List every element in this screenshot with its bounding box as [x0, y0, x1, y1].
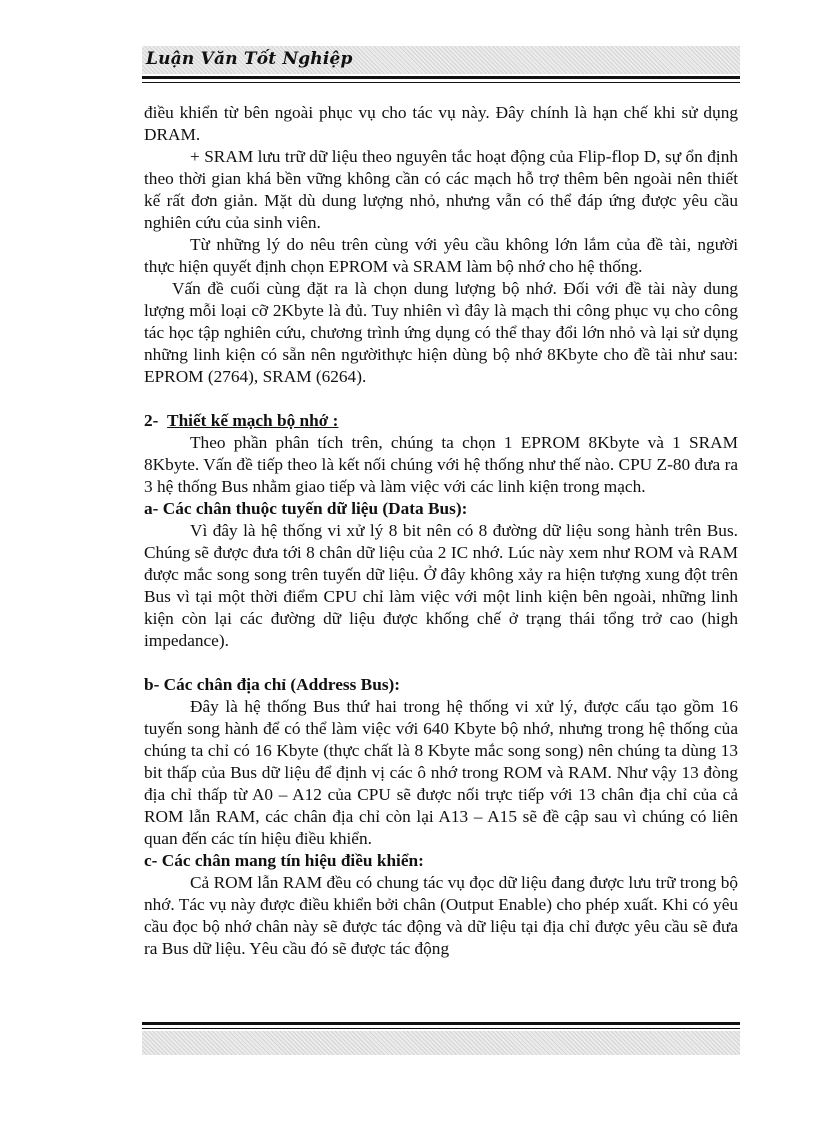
- header-rule-thick: [142, 76, 740, 79]
- section-title: Thiết kế mạch bộ nhớ :: [167, 411, 339, 430]
- subsection-heading-b: b- Các chân địa chỉ (Address Bus):: [144, 675, 401, 694]
- paragraph: Vì đây là hệ thống vi xử lý 8 bit nên có 8 đường dữ liệu song hành trên Bus. Chúng sẽ được đưa tới 8 chân dữ liệu của 2 IC nhớ. Lúc này xem như ROM và RAM được mắc song song trên tuyến dữ liệu. Ở đây không xảy ra hiện tượng xung đột trên Bus vì tại một thời điểm CPU chỉ làm việc với một linh kiện bên ngoài, những linh kiện còn lại các đường dữ liệu được khống chế ở trạng thái tổng trở cao (high impedance).: [144, 521, 738, 650]
- subsection-heading-a: a- Các chân thuộc tuyến dữ liệu (Data Bus):: [144, 499, 468, 518]
- spacer: [144, 652, 738, 674]
- header-rule-thin: [142, 82, 740, 83]
- header-title: Luận Văn Tốt Nghiệp: [146, 49, 353, 69]
- paragraph: điều khiển từ bên ngoài phục vụ cho tác vụ này. Đây chính là hạn chế khi sử dụng DRAM.: [144, 103, 738, 144]
- paragraph: Vấn đề cuối cùng đặt ra là chọn dung lượng bộ nhớ. Đối với đề tài này dung lượng mỗi loại cỡ 2Kbyte là đủ. Tuy nhiên vì đây là mạch thi công phục vụ cho công tác học tập nghiên cứu, chương trình ứng dụng có thể thay đổi lớn nhỏ và lại sử dụng những linh kiện có sẵn nên ngườithực hiện dùng bộ nhớ 8Kbyte cho đề tài như sau: EPROM (2764), SRAM (6264).: [144, 279, 738, 386]
- paragraph: Đây là hệ thống Bus thứ hai trong hệ thống vi xử lý, được cấu tạo gồm 16 tuyến song hành để có thể làm việc với 640 Kbyte bộ nhớ, nhưng trong hệ thống của chúng ta chỉ có 16 Kbyte (thực chất là 8 Kbyte mắc song song) nên chúng ta dùng 13 bit thấp của Bus dữ liệu để định vị các ô nhớ trong ROM và RAM. Như vậy 13 đòng địa chỉ thấp từ A0 – A12 của CPU sẽ được nối trực tiếp với 13 chân địa chỉ của cả ROM lẫn RAM, các chân địa chỉ còn lại A13 – A15 sẽ đề cập sau vì chúng có liên quan đến các tín hiệu điều khiển.: [144, 697, 738, 848]
- footer-band: [142, 1031, 740, 1055]
- footer-rule-thin: [142, 1028, 740, 1029]
- footer-rule-thick: [142, 1022, 740, 1025]
- paragraph: + SRAM lưu trữ dữ liệu theo nguyên tắc hoạt động của Flip-flop D, sự ổn định theo thời gian khá bền vững không cần có các mạch hỗ trợ thêm bên ngoài nên thiết kế rất đơn giản. Mặt dù dung lượng nhỏ, nhưng vẫn có thể đáp ứng được yêu cầu nghiên cứu của sinh viên.: [144, 147, 738, 232]
- spacer: [144, 388, 738, 410]
- paragraph: Theo phần phân tích trên, chúng ta chọn 1 EPROM 8Kbyte và 1 SRAM 8Kbyte. Vấn đề tiếp theo là kết nối chúng với hệ thống như thế nào. CPU Z-80 đưa ra 3 hệ thống Bus nhằm giao tiếp và làm việc với các linh kiện trong mạch.: [144, 433, 738, 496]
- body-text: [144, 102, 738, 960]
- paragraph: Cả ROM lẫn RAM đều có chung tác vụ đọc dữ liệu đang được lưu trữ trong bộ nhớ. Tác vụ này được điều khiển bởi chân (Output Enable) cho phép xuất. Khi có yêu cầu đọc bộ nhớ chân này sẽ được tác động và dữ liệu tại địa chỉ được yêu cầu sẽ đưa ra Bus dữ liệu. Yêu cầu đó sẽ được tác động: [144, 873, 738, 958]
- paragraph: Từ những lý do nêu trên cùng với yêu cầu không lớn lắm của đề tài, người thực hiện quyết định chọn EPROM và SRAM làm bộ nhớ cho hệ thống.: [144, 235, 738, 276]
- subsection-heading-c: c- Các chân mang tín hiệu điều khiển:: [144, 851, 424, 870]
- section-heading: [144, 410, 738, 432]
- section-number: 2-: [144, 411, 159, 430]
